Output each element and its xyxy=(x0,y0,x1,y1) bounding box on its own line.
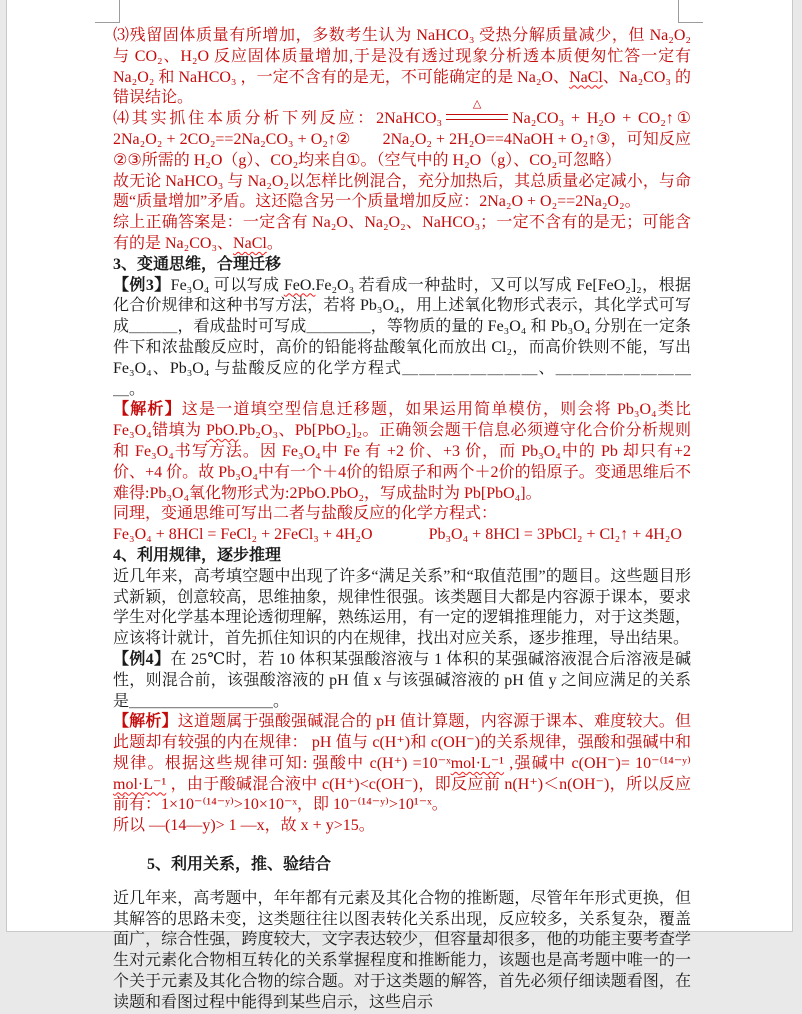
example-3-paragraph xyxy=(113,276,691,401)
spellcheck-flagged-text: mol·L⁻¹ xyxy=(113,775,167,793)
paragraph-text: 近几年来，高考题中，年年都有元素及其化合物的推断题，尽管年年形式更换，但其解答的思路未变，这类题往往以图表转化关系出现，反应较多，关系复杂，覆盖面广，综合性强，跨度较大，文字表达较少，但容量却很多，他的功能主要考查学生对元素化合物相互转化的关系掌握程度和推断能力，该题也是高考题中唯一的一个关于元素及其化合物的综合题。对于这类题的解答，首先必须仔细读题看图，在读题和看图过程中能得到某些启示，这些启示 xyxy=(113,889,691,1011)
section-4-intro xyxy=(113,567,691,650)
spellcheck-flagged-text: mol·L⁻¹ xyxy=(450,754,504,772)
paragraph-text: 综上正确答案是：一定含有 Na₂O、Na₂O₂、NaHCO₃；一定不含有的是无；可能含有的是 Na₂CO₃、 xyxy=(113,214,691,252)
analysis-3-label: 【解析】 xyxy=(113,401,182,419)
paragraph-text: Pb₂O₃、Pb[PbO₂]₂。正确领会题干信息必须遵守化合价分析规则和 Fe₃O₄书写方法。因 Fe₃O₄中 Fe 有 +2 价、+3 价，而 Pb₃O₄中的 Pb 却只有+2 价、+4 价。故 Pb₃O₄中有一个＋4价的铅原子和两个＋2价的铅原子。变通思维后不难得:Pb₃O₄氧化物形式为:2PbO.PbO₂，写成盐时为 Pb[PbO₄]。 xyxy=(113,422,691,502)
text-boundary-mark-top-right-icon xyxy=(678,0,703,23)
equation-pb3o4-hcl: Pb₃O₄ + 8HCl = 3PbCl₂ + Cl₂↑ + 4H₂O xyxy=(428,526,682,544)
paragraph-text: ,强碱中 c(OH⁻)= 10⁻⁽¹⁴⁻ʸ⁾ xyxy=(503,754,691,772)
heading-section-5: 5、利用关系，推、验结合 xyxy=(147,856,332,874)
example-4-label: 【例4】 xyxy=(113,650,171,668)
paragraph-text: ，由于酸碱混合液中 c(H⁺)<c(OH⁻)，即反应前 n(H⁺)＜n(OH⁻)，所以反应前有：1×10⁻⁽¹⁴⁻ʸ⁾>10×10⁻ˣ，即 10⁻⁽¹⁴⁻ʸ⁾>10¹⁻ˣ。 xyxy=(113,775,691,814)
spellcheck-flagged-text: PbO. xyxy=(205,422,239,440)
paragraph-text: 同理，变通思维可写出二者与盐酸反应的化学方程式： xyxy=(113,505,498,523)
paragraph-text: 在 25℃时，若 10 体积某强酸溶液与 1 体积的某强碱溶液混合后溶液是碱性，则混合前，该强酸溶液的 pH 值 x 与该强碱溶液的 pH 值 y 之间应满足的关系是＿＿＿＿＿＿＿＿＿。 xyxy=(113,650,691,710)
reaction-heat-condition xyxy=(446,98,508,121)
paragraph-text: ⑶残留固体质量有所增加，多数考生认为 NaHCO₃ 受热分解质量减少，但 Na₂O₂ 与 CO₂、H₂O 反应固体质量增加,于是没有透过现象分析透本质便匆忙答一定有 Na₂O₂ 和 NaHCO₃ ，一定不含有的是无，不可能确定的是 Na₂O、 xyxy=(113,27,691,86)
paragraph-text: 。 xyxy=(266,234,283,252)
chemical-equations-line xyxy=(113,525,691,546)
paragraph-text: Fe₂O₃ 若看成一种盐时，又可以写成 Fe[FeO₂]₂，根据化合价规律和这种书写方法，若将 Pb₃O₄，用上述氧化物形式表示，其化学式可写成＿＿＿，看成盐时可写成＿＿＿＿，等物质的量的 Fe₃O₄ 和 Pb₃O₄ 分别在一定条件下和浓盐酸反应时，高价的铅能将盐酸氧化而放出 Cl₂，而高价铁则不能，写出 Fe₃O₄、Pb₃O₄ 与盐酸反应的化学方程式＿＿＿＿＿＿＿＿、＿＿＿＿＿＿＿＿＿。 xyxy=(113,276,691,398)
document-page[interactable] xyxy=(6,0,793,1011)
double-bond-line xyxy=(446,114,508,120)
section-5-intro xyxy=(113,889,691,1014)
paragraph-point-3 xyxy=(113,26,691,109)
spellcheck-flagged-text: FeO. xyxy=(283,276,316,294)
paragraph-final-answer xyxy=(113,213,691,255)
spellcheck-flagged-text: NaCl xyxy=(233,234,267,252)
document-text-body xyxy=(113,26,724,1014)
heading-section-3: 3、变通思维，合理迁移 xyxy=(113,255,282,273)
paragraph-text: 近几年来，高考填空题中出现了许多“满足关系”和“取值范围”的题目。这些题目形式新颖，创意较高，思维抽象，规律性很强。该类题目大都是内容源于课本，要求学生对化学基本理论透彻理解，熟练运用，有一定的逻辑推理能力，对于这类题，应该将计就计，首先抓住知识的内在规律，找出对应关系，逐步推理，导出结果。 xyxy=(113,567,691,648)
paragraph-text: ⑷其实抓住本质分析下列反应：2NaHCO₃ xyxy=(113,110,443,128)
heading-section-4: 4、利用规律，逐步推理 xyxy=(113,546,282,564)
example-4-paragraph xyxy=(113,650,691,712)
equation-fe3o4-hcl: Fe₃O₄ + 8HCl = FeCl₂ + 2FeCl₃ + 4H₂O xyxy=(113,526,373,544)
paragraph-text: 、Na₂CO₃ 的错误结论。 xyxy=(113,68,691,107)
paragraph-text: 故无论 NaHCO₃ 与 Na₂O₂以怎样比例混合，充分加热后，其总质量必定减小，与命题“质量增加”矛盾。这还隐含另一个质量增加反应：2Na₂O + O₂==2Na₂O₂。 xyxy=(113,172,691,211)
delta-symbol: △ xyxy=(472,98,482,111)
analysis-4-conclusion xyxy=(113,816,691,837)
example-3-label: 【例3】 xyxy=(113,276,171,294)
analysis-4-label: 【解析】 xyxy=(113,713,178,731)
analysis-4-paragraph xyxy=(113,712,691,816)
paragraph-point-4 xyxy=(113,98,724,171)
spellcheck-flagged-text: NaCl xyxy=(569,68,603,86)
paragraph-mass-argument xyxy=(113,172,691,214)
paragraph-text: 这是一道填空型信息迁移题，如果运用简单模仿，则会将 Pb₃O₄类比 Fe₃O₄错填为 xyxy=(113,401,691,440)
paragraph-text: Na₂CO₃ + H₂O + CO₂↑① 2Na₂O₂ + 2CO₂==2Na₂CO₃ + O₂↑② 2Na₂O₂ + 2H₂O==4NaOH + O₂↑③，可知反应②③所需的 H₂O（g）、CO₂均来自①。（空气中的 H₂O（g）、CO₂可忽略） xyxy=(113,110,724,169)
analysis-3-followup xyxy=(113,504,691,525)
text-boundary-mark-top-left-icon xyxy=(95,0,120,23)
paragraph-text: 所以 —(14—y)> 1 —x，故 x + y>15。 xyxy=(113,817,375,835)
analysis-3-paragraph xyxy=(113,400,691,504)
paragraph-text: 这道题属于强酸强碱混合的 pH 值计算题，内容源于课本、难度较大。但此题却有较强的内在规律： pH 值与 c(H⁺)和 c(OH⁻)的关系规律，强酸和强碱中和规律。根据这些规律可知: 强酸中 c(H⁺) =10⁻ˣ xyxy=(113,713,691,772)
paragraph-text: Fe₃O₄ 可以写成 xyxy=(170,276,284,294)
